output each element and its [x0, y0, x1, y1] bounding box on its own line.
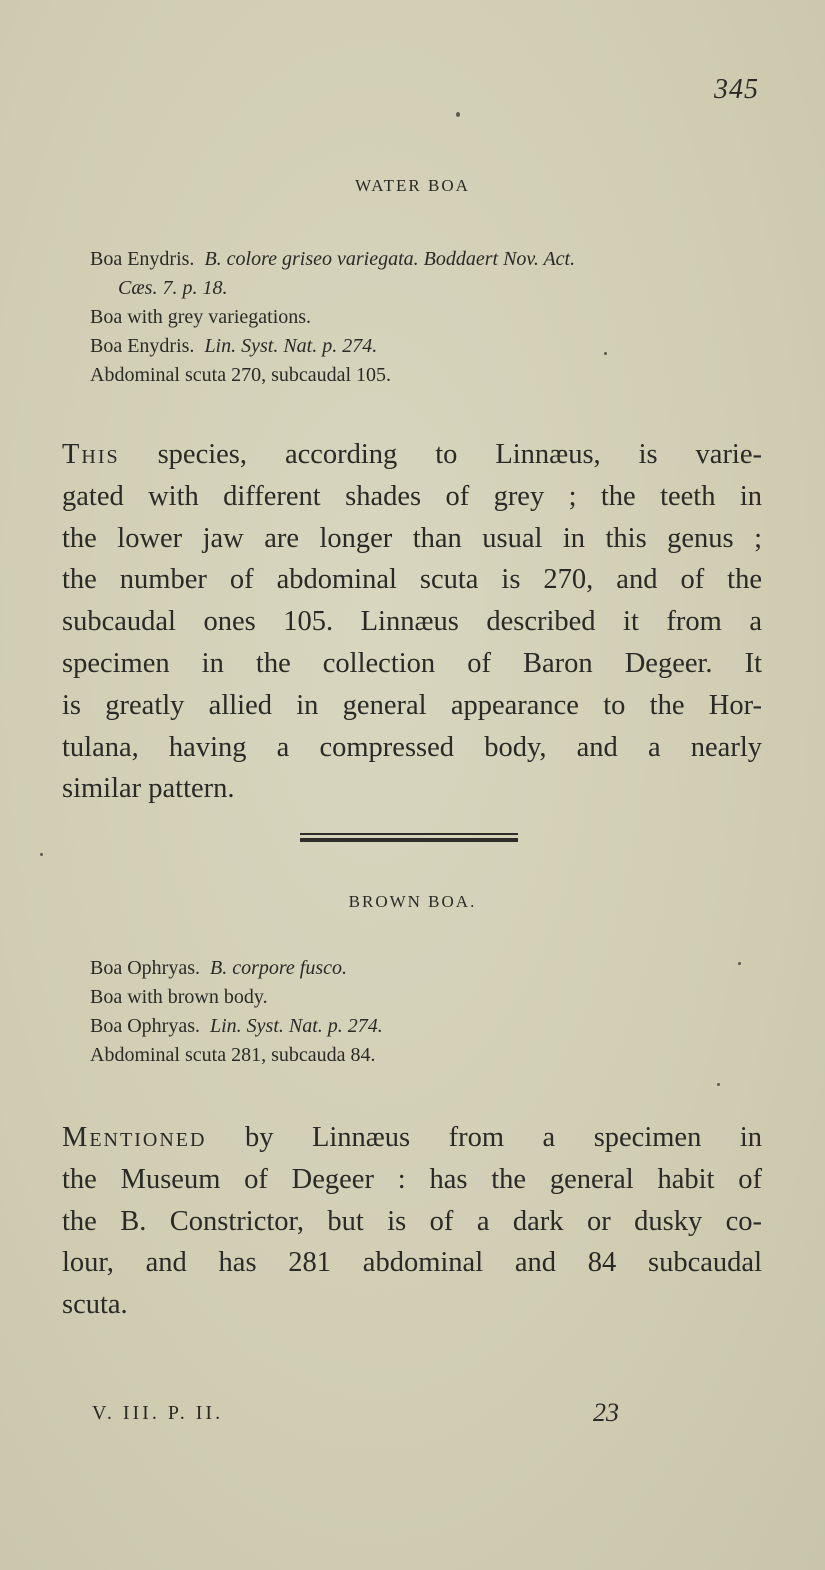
synonym-citation: B. corpore fusco.	[209, 957, 347, 979]
text-line: the number of abdominal scuta is 270, and of the	[62, 564, 762, 596]
synonym-line	[90, 1012, 770, 1041]
paper-speck	[40, 853, 43, 856]
paper-speck	[717, 1083, 720, 1086]
synonym-line	[90, 274, 770, 303]
synonymy-brown-boa	[90, 954, 770, 1070]
synonym-citation: Lin. Syst. Nat. p. 274.	[209, 1015, 383, 1037]
lead-word: This	[62, 439, 120, 470]
text-line: is greatly allied in general appearance to the Hor-	[62, 689, 762, 721]
synonym-line	[90, 983, 770, 1012]
gathering-number: 23	[593, 1398, 619, 1427]
synonym-text: Boa Enydris.	[90, 335, 195, 357]
rule-thick-line	[300, 838, 518, 842]
synonym-line	[90, 1041, 770, 1070]
synonym-line	[90, 245, 770, 274]
synonym-text: Abdominal scuta 281, subcauda 84.	[90, 1044, 376, 1066]
synonym-text: Boa with brown body.	[90, 986, 268, 1008]
synonym-text: Abdominal scuta 270, subcaudal 105.	[90, 364, 392, 386]
text-line: the Museum of Degeer : has the general habit of	[62, 1163, 762, 1195]
text-line: specimen in the collection of Baron Degeer. It	[62, 647, 762, 679]
text-line: tulana, having a compressed body, and a nearly	[62, 731, 762, 763]
text-line: gated with different shades of grey ; the teeth in	[62, 480, 762, 512]
synonym-text: Boa Ophryas.	[90, 957, 200, 979]
section-divider-rule	[300, 833, 518, 843]
synonym-text: Boa Enydris.	[90, 248, 195, 270]
synonym-line	[90, 303, 770, 332]
synonym-line	[90, 361, 770, 390]
body-paragraph-brown-boa	[62, 1117, 762, 1326]
synonym-line	[90, 332, 770, 361]
text-line: the B. Constrictor, but is of a dark or dusky co-	[62, 1205, 762, 1237]
signature-mark: V. III. P. II.	[92, 1402, 224, 1424]
text-line: Mentioned by Linnæus from a specimen in	[62, 1122, 762, 1153]
synonym-citation: Lin. Syst. Nat. p. 274.	[204, 335, 378, 357]
body-paragraph-water-boa	[62, 434, 762, 810]
paper-speck	[604, 352, 607, 355]
text-line: similar pattern.	[62, 773, 235, 805]
synonym-citation: Cæs. 7. p. 18.	[118, 277, 228, 299]
section-title-water-boa: WATER BOA	[355, 176, 470, 195]
text-line: the lower jaw are longer than usual in this genus ;	[62, 522, 762, 554]
synonym-citation: B. colore griseo variegata. Boddaert Nov. Act.	[204, 248, 576, 270]
synonymy-water-boa	[90, 245, 770, 390]
text-line: lour, and has 281 abdominal and 84 subcaudal	[62, 1247, 762, 1279]
paper-speck	[738, 962, 741, 965]
synonym-line	[90, 954, 770, 983]
text-line: scuta.	[62, 1289, 128, 1321]
paper-speck	[456, 112, 460, 117]
section-title-brown-boa: BROWN BOA.	[348, 892, 477, 911]
rule-thin-line	[300, 833, 518, 835]
synonym-text: Boa with grey variegations.	[90, 306, 312, 328]
synonym-text: Boa Ophryas.	[90, 1015, 200, 1037]
page-number: 345	[714, 74, 759, 105]
text-line: This species, according to Linnæus, is varie-	[62, 439, 762, 470]
text-line: subcaudal ones 105. Linnæus described it from a	[62, 606, 762, 638]
lead-word: Mentioned	[62, 1122, 207, 1153]
